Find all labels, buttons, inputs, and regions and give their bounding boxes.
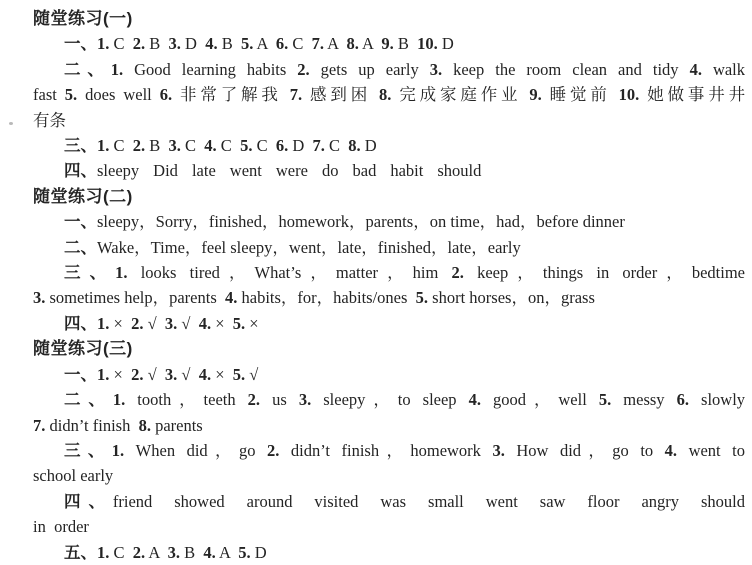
section-heading: 随堂练习(一) xyxy=(33,9,133,28)
section-heading: 随堂练习(二) xyxy=(33,186,133,206)
answer-line: 三、1. looks tired，What’s，matter，him 2. keep，things in order，bedtime xyxy=(64,263,745,283)
answer-line: 一、1. × 2. √ 3. √ 4. × 5. √ xyxy=(64,364,259,384)
answer-line: 一、sleepy，Sorry，finished，homework，parents，on time，had，before dinner xyxy=(64,212,625,232)
answer-line: 五、1. C 2. A 3. B 4. A 5. D xyxy=(64,542,267,562)
answer-line: 二、1. tooth，teeth 2. us 3. sleepy，to sleep 4. good，well 5. messy 6. slowly xyxy=(64,390,746,410)
answer-line: school early xyxy=(33,466,114,486)
answer-line: 二、1. Good learning habits 2. gets up early 3. keep the room clean and tidy 4. walk xyxy=(64,59,746,79)
section-heading: 随堂练习(三) xyxy=(33,339,133,359)
answer-line: 3. sometimes help，parents 4. habits，for，habits/ones 5. short horses，on，grass xyxy=(33,288,595,308)
answer-line: 四、1. × 2. √ 3. √ 4. × 5. × xyxy=(64,313,259,333)
answer-line: 四、sleepy Did late went were do bad habit should xyxy=(64,161,482,181)
answer-line: 有条 xyxy=(33,110,66,130)
answer-line: 7. didn’t finish 8. parents xyxy=(33,415,203,435)
answer-line: 四、friend showed around visited was small went saw floor angry should xyxy=(64,491,745,511)
answer-line: in order xyxy=(33,517,89,537)
answer-line: fast 5. does well 6. 非常了解我 7. 感到困 8. 完成家庭作业 9. 睡觉前 10. 她做事井井 xyxy=(33,85,746,105)
scan-speck xyxy=(9,122,13,125)
answer-line: 三、1. C 2. B 3. C 4. C 5. C 6. D 7. C 8. D xyxy=(64,136,377,156)
answer-line: 一、1. C 2. B 3. D 4. B 5. A 6. C 7. A 8. A 9. B 10. D xyxy=(64,34,454,54)
answer-line: 三、1. When did，go 2. didn’t finish，homework 3. How did，go to 4. went to xyxy=(64,440,745,460)
answer-line: 二、Wake，Time，feel sleepy，went，late，finished，late，early xyxy=(64,237,521,257)
